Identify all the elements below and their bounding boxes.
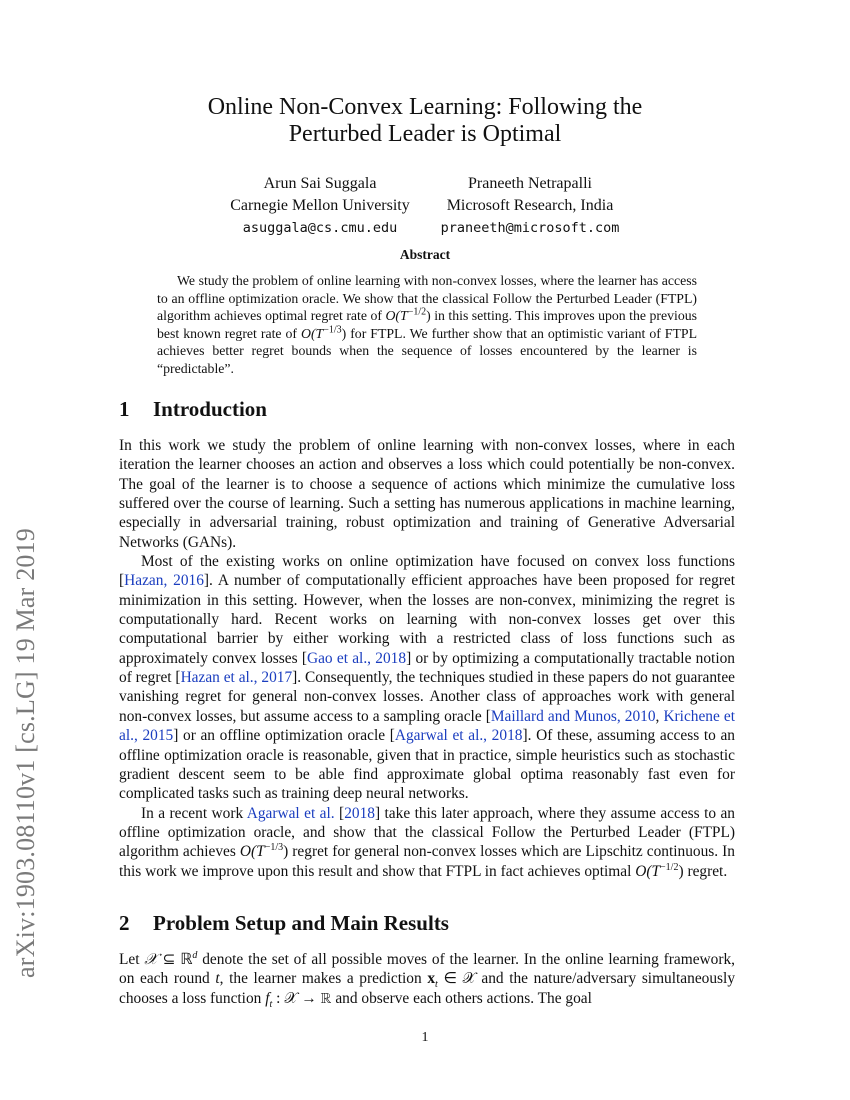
intro-paragraph-1: In this work we study the problem of online learning with non-convex losses, where in each iteration the learner chooses an action and observes a loss which could potentially be non-convex. The goal of the learner is to choose a sequence of actions which minimize the cumulative loss suffered over the course of learning. Such a setting has numerous applications in machine learning, especially in adversarial training, robust optimization and training of Generative Adversarial Networks (GANs). — [119, 437, 735, 551]
citation-link[interactable]: 2018 — [344, 804, 375, 822]
author-affiliation: Microsoft Research, India — [446, 197, 614, 214]
problem-setup-body — [119, 950, 735, 1008]
author-email[interactable]: praneeth@microsoft.com — [440, 220, 620, 236]
introduction-body — [119, 436, 735, 881]
citation-link[interactable]: Gao et al., 2018 — [306, 649, 407, 667]
citation-link[interactable]: Maillard and Munos, 2010 — [490, 707, 656, 725]
author-block-1 — [215, 173, 425, 239]
author-email[interactable]: asuggala@cs.cmu.edu — [242, 220, 398, 236]
author-name: Arun Sai Suggala — [263, 175, 377, 192]
author-affiliation: Carnegie Mellon University — [230, 197, 410, 214]
abstract-heading: Abstract — [399, 247, 451, 262]
citation-link[interactable]: Agarwal et al. — [246, 804, 335, 822]
title-line-2: Perturbed Leader is Optimal — [288, 121, 562, 147]
section-heading-problem-setup: 2 Problem Setup and Main Results — [119, 911, 449, 935]
arxiv-identifier: arXiv:1903.08110v1 [cs.LG] 19 Mar 2019 — [11, 527, 40, 978]
paper-title — [118, 94, 732, 148]
author-block-2 — [430, 173, 630, 239]
citation-link[interactable]: Hazan, 2016 — [124, 572, 204, 590]
page-number: 1 — [421, 1030, 429, 1045]
citation-link[interactable]: Krichene et al., 2015 — [119, 707, 735, 745]
title-line-1: Online Non-Convex Learning: Following the — [207, 94, 643, 120]
citation-link[interactable]: Hazan et al., 2017 — [180, 669, 293, 687]
abstract-text: We study the problem of online learning with non-convex losses, where the learner has access to an offline optimization oracle. We show that the classical Follow the Perturbed Leader (FTPL) algorithm achieves optimal regret rate of $O(T^{-1/2})$ in this setting. This improves upon the previous best known regret rate of $O(T^{-1/3})$ for FTPL. We further show that an optimistic variant of FTPL achieves better regret bounds when the sequence of losses encountered by the learner is “predictable”. — [157, 273, 697, 376]
author-name: Praneeth Netrapalli — [468, 175, 592, 192]
intro-paragraph-2: Most of the existing works on online optimization have focused on convex loss functions [Hazan, 2016]. A number of computationally efficient approaches have been proposed for regret minimization in this setting. However, when the losses are non-convex, minimizing the regret is computationally hard. Recent works on learning with non-convex losses get over this computational barrier by either working with a restricted class of loss functions such as approximately convex losses [Gao et al., 2018] or by optimizing a computationally tractable notion of regret [Hazan et al., 2017]. Consequently, the techniques studied in these papers do not guarantee vanishing regret for general non-convex losses. Another class of approaches work with general non-convex losses, but assume access to a sampling oracle [Maillard and Munos, 2010, Krichene et al., 2015] or an offline optimization oracle [Agarwal et al., 2018]. Of these, assuming access to an offline optimization oracle is reasonable, given that in practice, simple heuristics such as stochastic gradient descent seem to be able find approximate global optima reasonably fast even for complicated tasks such as training deep neural networks. — [119, 553, 735, 803]
citation-link[interactable]: Agarwal et al., 2018 — [394, 727, 523, 745]
setup-paragraph-1: Let 𝒳 ⊆ ℝ$^d$ denote the set of all possible moves of the learner. In the online learning framework, on each round t, the learner makes a prediction $x_t$ ∈ 𝒳 and the nature/adversary simultaneously chooses a loss function $f_t$ : 𝒳 → ℝ and observe each others actions. The goal — [119, 949, 736, 1010]
section-heading-introduction: 1 Introduction — [119, 397, 267, 421]
intro-paragraph-3: In a recent work Agarwal et al. [2018] take this later approach, where they assume access to an offline optimization oracle, and show that the classical Follow the Perturbed Leader (FTPL) algorithm achieves $O(T^{-1/3})$ regret for general non-convex losses which are Lipschitz continuous. In this work we improve upon this result and show that FTPL in fact achieves optimal $O(T^{-1/2})$ regret. — [119, 804, 735, 880]
